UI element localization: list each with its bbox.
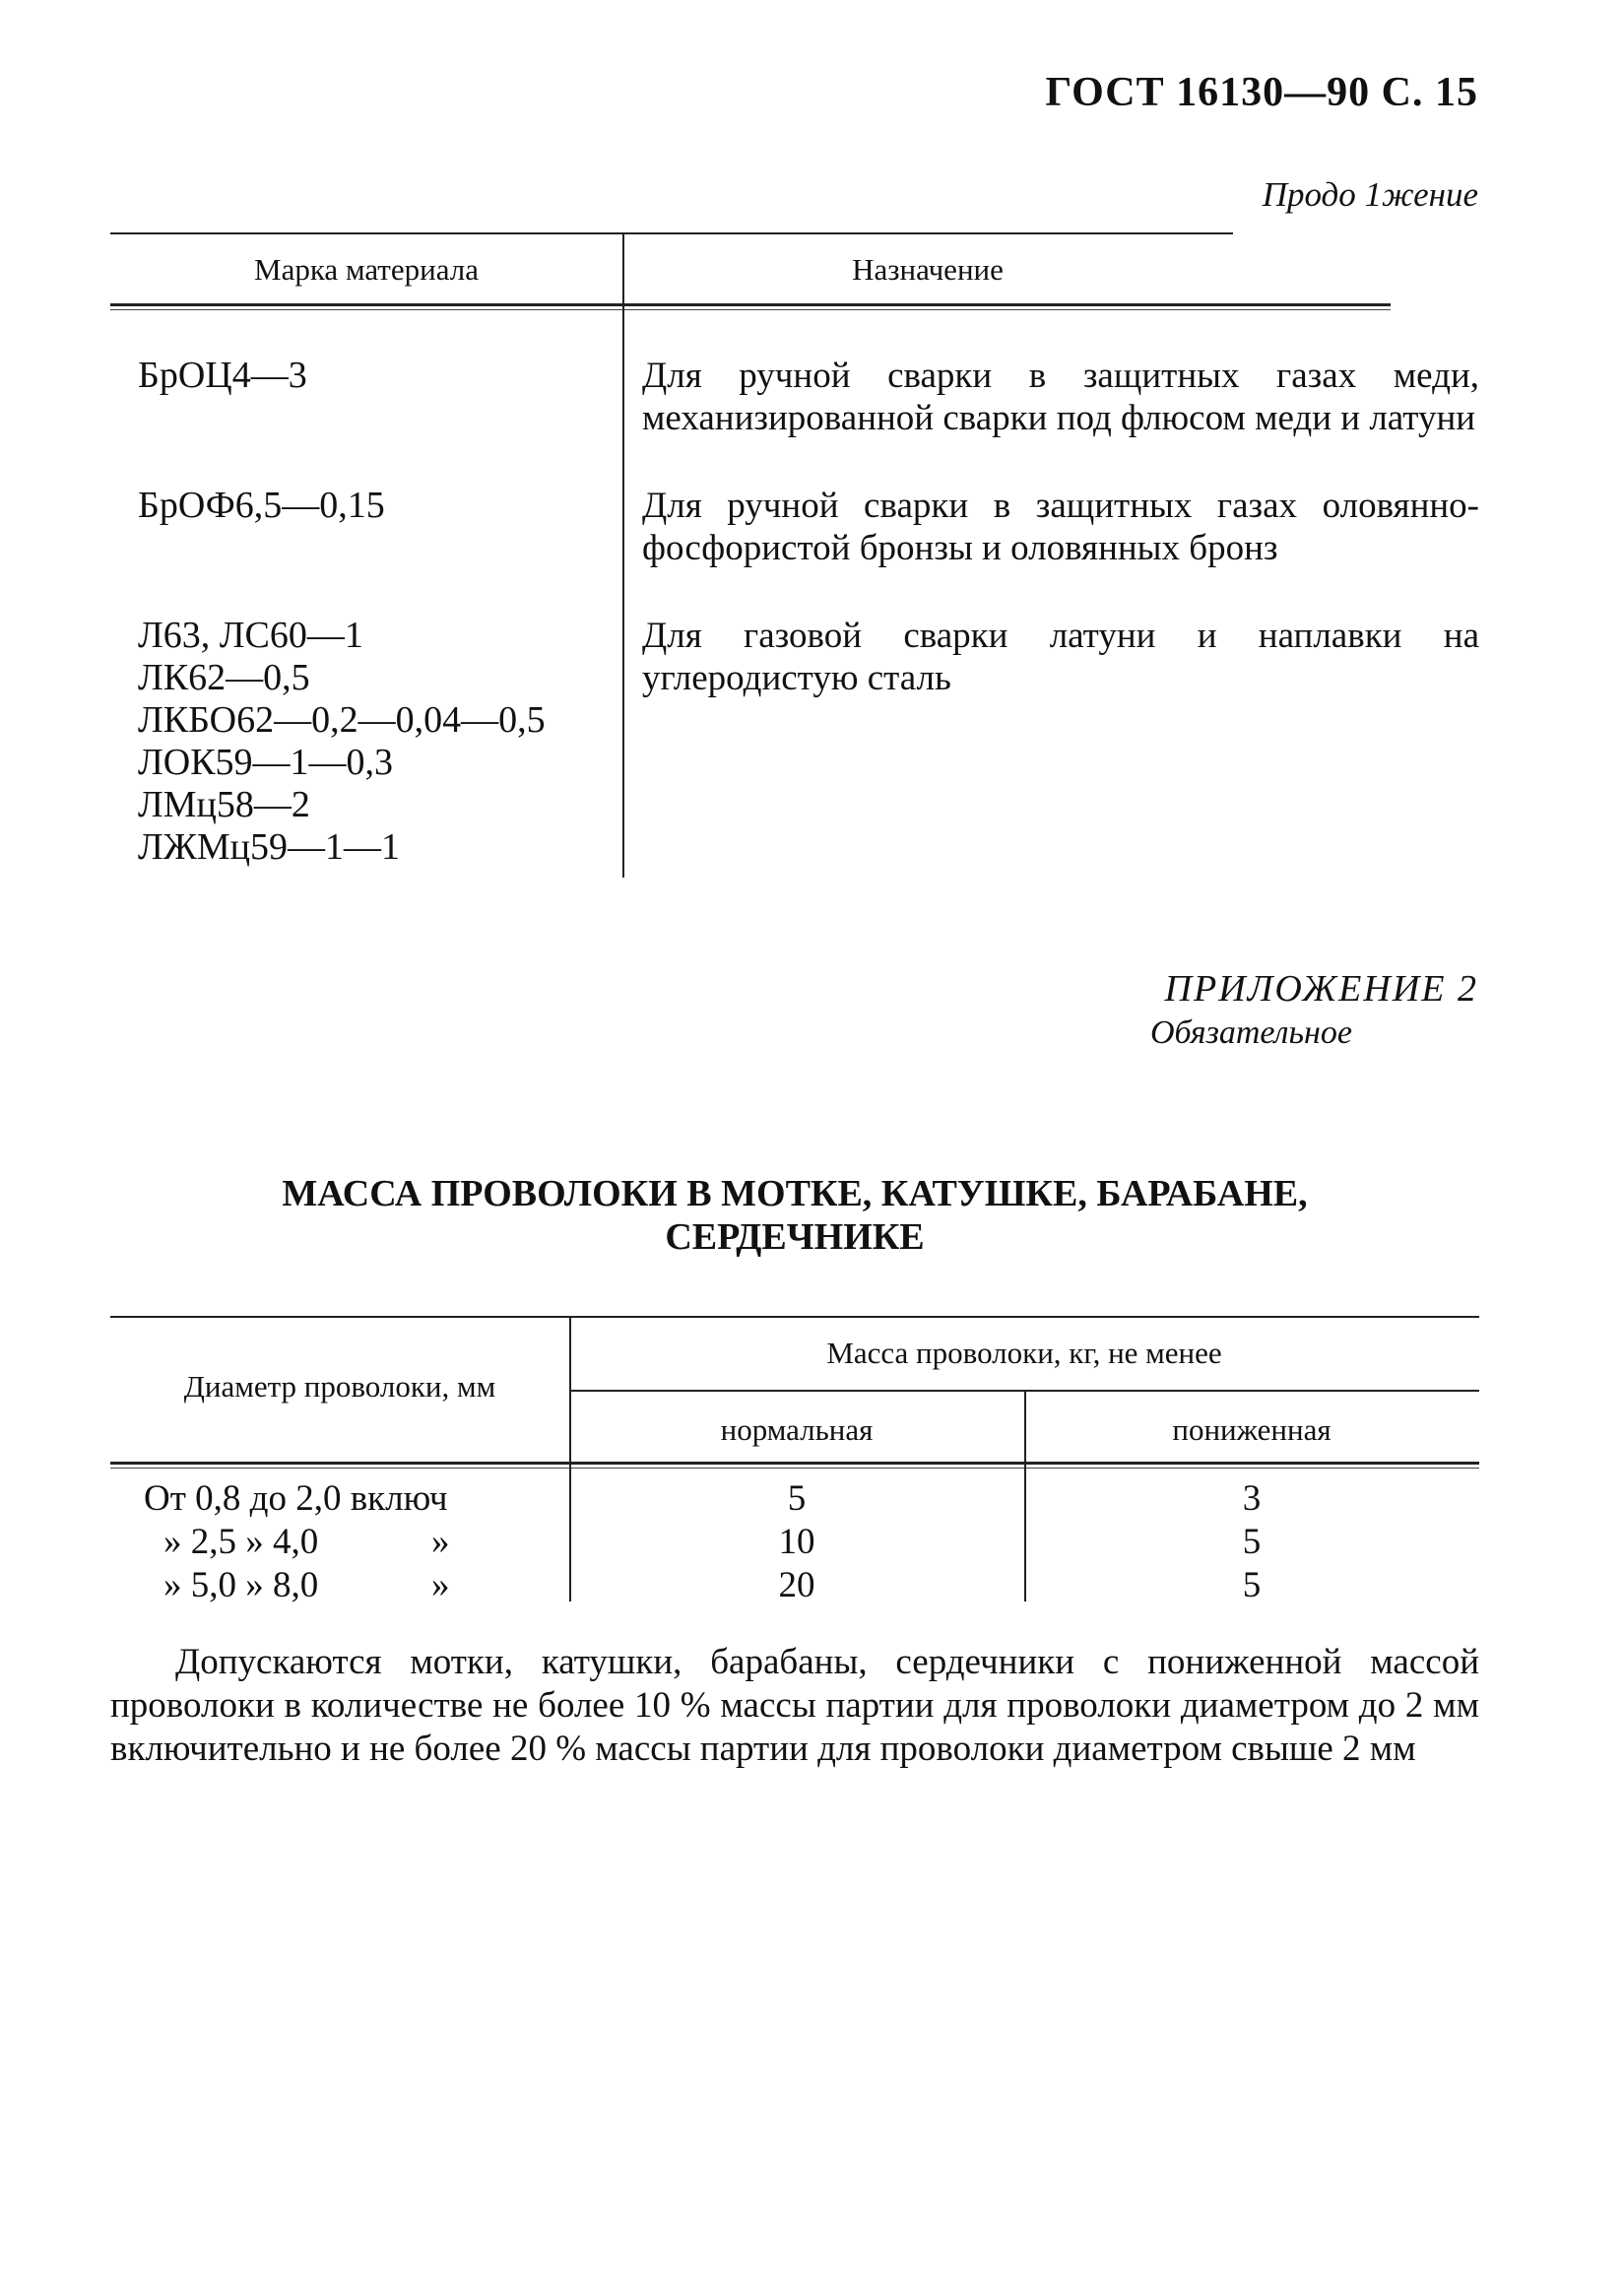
diameter-range: От 0,8 до 2,0 включ (144, 1478, 448, 1519)
material-grade: БрОЦ4—3 (138, 355, 307, 396)
column-header-grade: Марка материала (254, 252, 479, 287)
table-header-rule (110, 303, 1391, 306)
normal-mass-cell: 10 (778, 1522, 815, 1562)
section-heading-line: СЕРДЕЧНИКЕ (665, 1216, 925, 1258)
column-header-purpose: Назначение (852, 252, 1004, 287)
column-header-reduced: пониженная (1172, 1412, 1332, 1447)
column-header-diameter: Диаметр проволоки, мм (183, 1369, 496, 1404)
material-grade: Л63, ЛС60—1 (138, 615, 363, 656)
table-header-rule-secondary (110, 1468, 1479, 1469)
reduced-mass-cell: 5 (1242, 1522, 1262, 1562)
table-row (110, 1521, 1479, 1564)
table-header-rule-secondary (110, 309, 1391, 310)
materials-table (110, 232, 1479, 878)
section-heading (110, 1172, 1479, 1259)
purpose-cell: Для ручной сварки в защитных газах оловянно-фосфористой бронзы и оловянных бронз (642, 486, 1479, 568)
table-header-rule (110, 1462, 1479, 1465)
reduced-mass-cell: 5 (1242, 1565, 1262, 1605)
diameter-range: » 2,5 » 4,0 (163, 1522, 319, 1562)
table-row (110, 1477, 1479, 1521)
normal-mass-cell: 5 (787, 1478, 807, 1519)
note-paragraph: Допускаются мотки, катушки, барабаны, сердечники с пониженной массой проволоки в количестве не более 10 % массы партии для проволоки диаметром до 2 мм включительно и не более 20 % массы партии для проволоки диаметром свыше 2 мм (110, 1642, 1479, 1769)
purpose-cell: Для ручной сварки в защитных газах меди, механизированной сварки под флюсом меди и латуни (642, 356, 1479, 438)
normal-mass-cell: 20 (778, 1565, 815, 1605)
table-column-divider (622, 232, 624, 878)
material-grade: ЛКБО62—0,2—0,04—0,5 (138, 699, 546, 741)
diameter-ditto-mark: » (431, 1522, 450, 1562)
material-grade: ЛМц58—2 (138, 784, 310, 825)
material-grade-cell (138, 615, 611, 869)
material-grade-cell (138, 485, 611, 527)
material-grade: ЛОК59—1—0,3 (138, 742, 394, 783)
section-heading-line: МАССА ПРОВОЛОКИ В МОТКЕ, КАТУШКЕ, БАРАБАНЕ, (282, 1173, 1308, 1214)
column-header-mass: Масса проволоки, кг, не менее (826, 1336, 1222, 1370)
table-row (110, 1564, 1479, 1607)
diameter-range: » 5,0 » 8,0 (163, 1565, 319, 1605)
table-top-rule (110, 232, 1233, 234)
continuation-label: Продо 1жение (1262, 175, 1478, 214)
material-grade-cell (138, 355, 611, 397)
appendix-title: ПРИЛОЖЕНИЕ 2 (1164, 968, 1478, 1010)
wire-mass-table (110, 1316, 1479, 1605)
material-grade: БрОФ6,5—0,15 (138, 485, 385, 526)
appendix-subtitle: Обязательное (1150, 1014, 1352, 1051)
purpose-cell: Для газовой сварки латуни и наплавки на углеродистую сталь (642, 616, 1479, 698)
table-top-rule (110, 1316, 1479, 1318)
material-grade: ЛЖМц59—1—1 (138, 826, 400, 868)
page-header: ГОСТ 16130—90 С. 15 (1045, 70, 1478, 115)
column-header-normal: нормальная (720, 1412, 874, 1447)
diameter-ditto-mark: » (431, 1565, 450, 1605)
material-grade: ЛК62—0,5 (138, 657, 310, 698)
reduced-mass-cell: 3 (1242, 1478, 1262, 1519)
